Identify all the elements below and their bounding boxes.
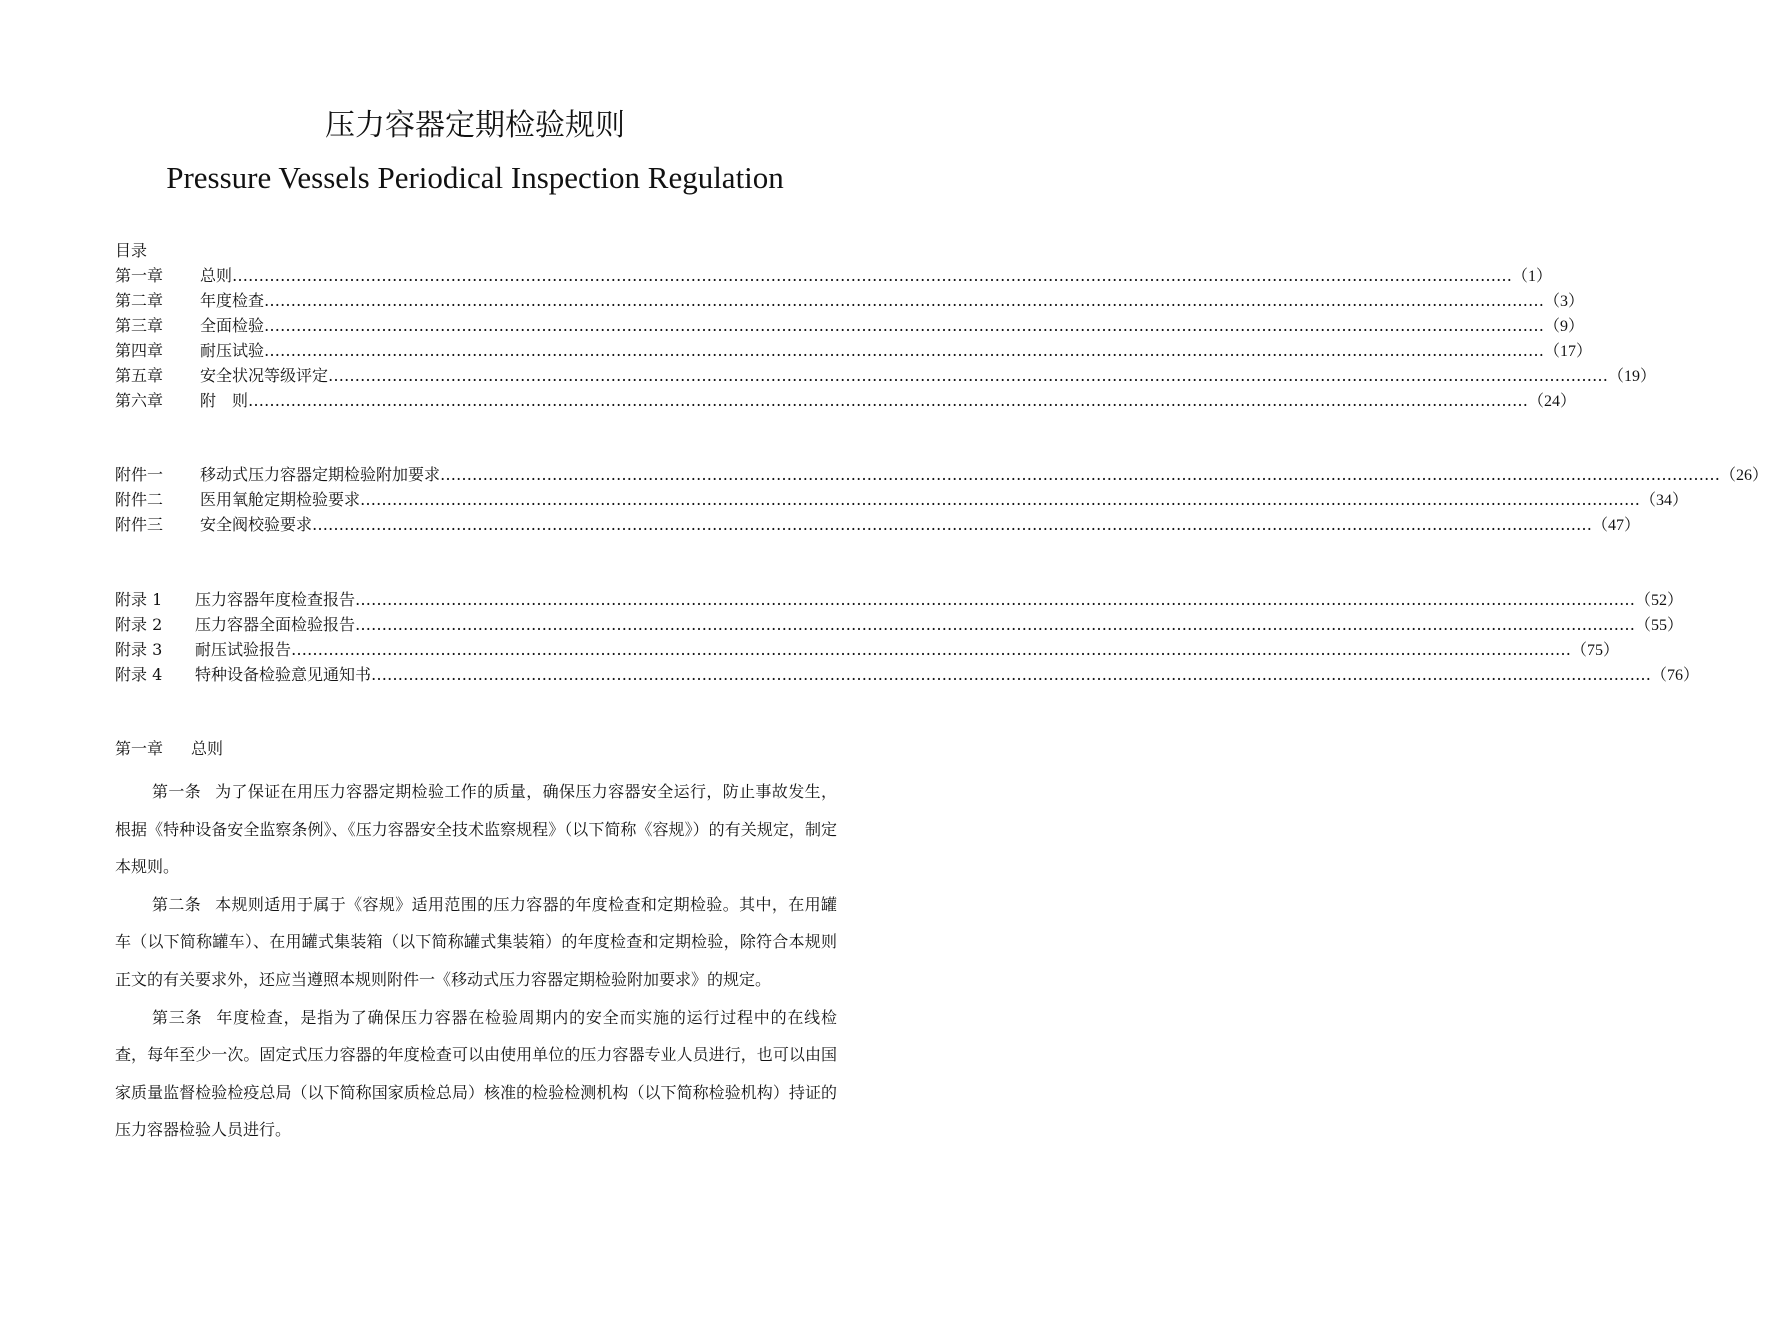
- toc-chapter-entry[interactable]: [115, 288, 1585, 313]
- toc-appendices: [115, 587, 1700, 687]
- toc-appendix-label: 特种设备检验意见通知书: [195, 665, 372, 684]
- toc-chapter-entry[interactable]: [115, 338, 1593, 363]
- toc-appendix-number: 附录 1: [115, 590, 163, 609]
- toc-chapter-page-number: （1）: [1512, 268, 1553, 285]
- toc-attachment-number: 附件一: [115, 465, 164, 484]
- leader-dots: ……………………………………………………………………………………………………………………………………………………………………………………………………………………: [440, 465, 1721, 484]
- article-body: [115, 773, 837, 1149]
- toc-appendix-number: 附录 4: [115, 665, 163, 684]
- toc-chapter-page-number: （9）: [1544, 318, 1585, 335]
- toc-chapter-page-number: （3）: [1544, 293, 1585, 310]
- toc-attachment-page-number: （34）: [1640, 492, 1689, 509]
- toc-chapter-number: 第四章: [115, 341, 164, 360]
- toc-appendix-entry[interactable]: [115, 637, 1620, 662]
- leader-dots: ……………………………………………………………………………………………………………………………………………………………………………………………………………………: [291, 640, 1572, 659]
- leader-dots: ……………………………………………………………………………………………………………………………………………………………………………………………………………………: [355, 615, 1636, 634]
- toc-chapter-label: 年度检查: [200, 291, 265, 310]
- leader-dots: ……………………………………………………………………………………………………………………………………………………………………………………………………………………: [248, 391, 1529, 410]
- toc-chapter-entry[interactable]: [115, 263, 1553, 288]
- article-number: 第一条: [152, 782, 202, 801]
- toc-chapter-label: 耐压试验: [200, 341, 265, 360]
- toc-attachment-page-number: （26）: [1720, 467, 1768, 484]
- toc-chapter-number: 第三章: [115, 316, 164, 335]
- document-title-english: Pressure Vessels Periodical Inspection Regulation: [166, 160, 784, 195]
- toc-chapter-label: 安全状况等级评定: [200, 366, 329, 385]
- toc-appendix-label: 压力容器年度检查报告: [195, 590, 356, 609]
- article-number: 第三条: [152, 1007, 203, 1027]
- toc-appendix-page-number: （76）: [1651, 667, 1700, 684]
- leader-dots: ……………………………………………………………………………………………………………………………………………………………………………………………………………………: [264, 316, 1545, 335]
- toc-appendix-number: 附录 3: [115, 640, 163, 659]
- toc-attachment-entry[interactable]: [115, 462, 1768, 487]
- toc-appendix-entry[interactable]: [115, 587, 1684, 612]
- toc-chapter-page-number: （19）: [1608, 368, 1657, 385]
- toc-attachment-label: 安全阀校验要求: [200, 515, 313, 534]
- toc-chapter-entry[interactable]: [115, 388, 1577, 413]
- toc-attachment-label: 医用氧舱定期检验要求: [200, 490, 361, 509]
- toc-attachments: [115, 462, 1768, 537]
- toc-appendix-number: 附录 2: [115, 615, 163, 634]
- toc-attachment-entry[interactable]: [115, 512, 1641, 537]
- toc-heading: 目录: [115, 241, 148, 260]
- article-paragraph: [115, 886, 837, 999]
- toc-chapter-number: 第一章: [115, 266, 164, 285]
- toc-chapter-entry[interactable]: [115, 313, 1585, 338]
- article-paragraph: [115, 999, 837, 1149]
- section-heading: [115, 737, 223, 761]
- leader-dots: ……………………………………………………………………………………………………………………………………………………………………………………………………………………: [232, 266, 1513, 285]
- document-title-chinese: 压力容器定期检验规则: [325, 108, 625, 143]
- toc-appendix-label: 压力容器全面检验报告: [195, 615, 356, 634]
- toc-attachment-page-number: （47）: [1592, 517, 1641, 534]
- leader-dots: ……………………………………………………………………………………………………………………………………………………………………………………………………………………: [355, 590, 1636, 609]
- toc-attachment-entry[interactable]: [115, 487, 1689, 512]
- toc-attachment-label: 移动式压力容器定期检验附加要求: [200, 465, 441, 484]
- toc-chapter-page-number: （17）: [1544, 343, 1593, 360]
- toc-attachment-number: 附件二: [115, 490, 164, 509]
- toc-chapter-number: 第六章: [115, 391, 164, 410]
- toc-chapter-entry[interactable]: [115, 363, 1657, 388]
- toc-chapter-number: 第二章: [115, 291, 164, 310]
- toc-appendix-entry[interactable]: [115, 612, 1684, 637]
- toc-appendix-page-number: （52）: [1635, 592, 1684, 609]
- article-paragraph: [115, 773, 837, 886]
- leader-dots: ……………………………………………………………………………………………………………………………………………………………………………………………………………………: [264, 341, 1545, 360]
- leader-dots: ……………………………………………………………………………………………………………………………………………………………………………………………………………………: [312, 515, 1593, 534]
- leader-dots: ……………………………………………………………………………………………………………………………………………………………………………………………………………………: [360, 490, 1641, 509]
- toc-appendix-page-number: （75）: [1571, 642, 1620, 659]
- article-text: 为了保证在用压力容器定期检验工作的质量，确保压力容器安全运行，防止事故发生，根据《特种设备安全监察条例》、《压力容器安全技术监察规程》（以下简称《容规》）的有关规定，制定本规则。: [115, 782, 837, 877]
- toc-chapter-label: 总则: [200, 266, 233, 285]
- leader-dots: ……………………………………………………………………………………………………………………………………………………………………………………………………………………: [264, 291, 1545, 310]
- leader-dots: ……………………………………………………………………………………………………………………………………………………………………………………………………………………: [371, 665, 1652, 684]
- toc-attachment-number: 附件三: [115, 515, 164, 534]
- toc-appendix-entry[interactable]: [115, 662, 1700, 687]
- article-text: 年度检查，是指为了确保压力容器在检验周期内的安全而实施的运行过程中的在线检查，每年至少一次。固定式压力容器的年度检查可以由使用单位的压力容器专业人员进行，也可以由国家质量监督检验检疫总局（以下简称国家质检总局）核准的检验检测机构（以下简称检验机构）持证的压力容器检验人员进行。: [115, 1007, 837, 1140]
- section-number: 第一章: [115, 739, 164, 758]
- section-title: 总则: [191, 739, 224, 758]
- toc-chapters: [115, 263, 1657, 413]
- toc-appendix-label: 耐压试验报告: [195, 640, 292, 659]
- article-text: 本规则适用于属于《容规》适用范围的压力容器的年度检查和定期检验。其中，在用罐车（以下简称罐车）、在用罐式集装箱（以下简称罐式集装箱）的年度检查和定期检验，除符合本规则正文的有关要求外，还应当遵照本规则附件一《移动式压力容器定期检验附加要求》的规定。: [115, 894, 837, 989]
- toc-chapter-number: 第五章: [115, 366, 164, 385]
- leader-dots: ……………………………………………………………………………………………………………………………………………………………………………………………………………………: [328, 366, 1609, 385]
- toc-chapter-page-number: （24）: [1528, 393, 1577, 410]
- toc-chapter-label: 附 则: [200, 391, 249, 410]
- toc-chapter-label: 全面检验: [200, 316, 265, 335]
- toc-appendix-page-number: （55）: [1635, 617, 1684, 634]
- article-number: 第二条: [152, 894, 202, 914]
